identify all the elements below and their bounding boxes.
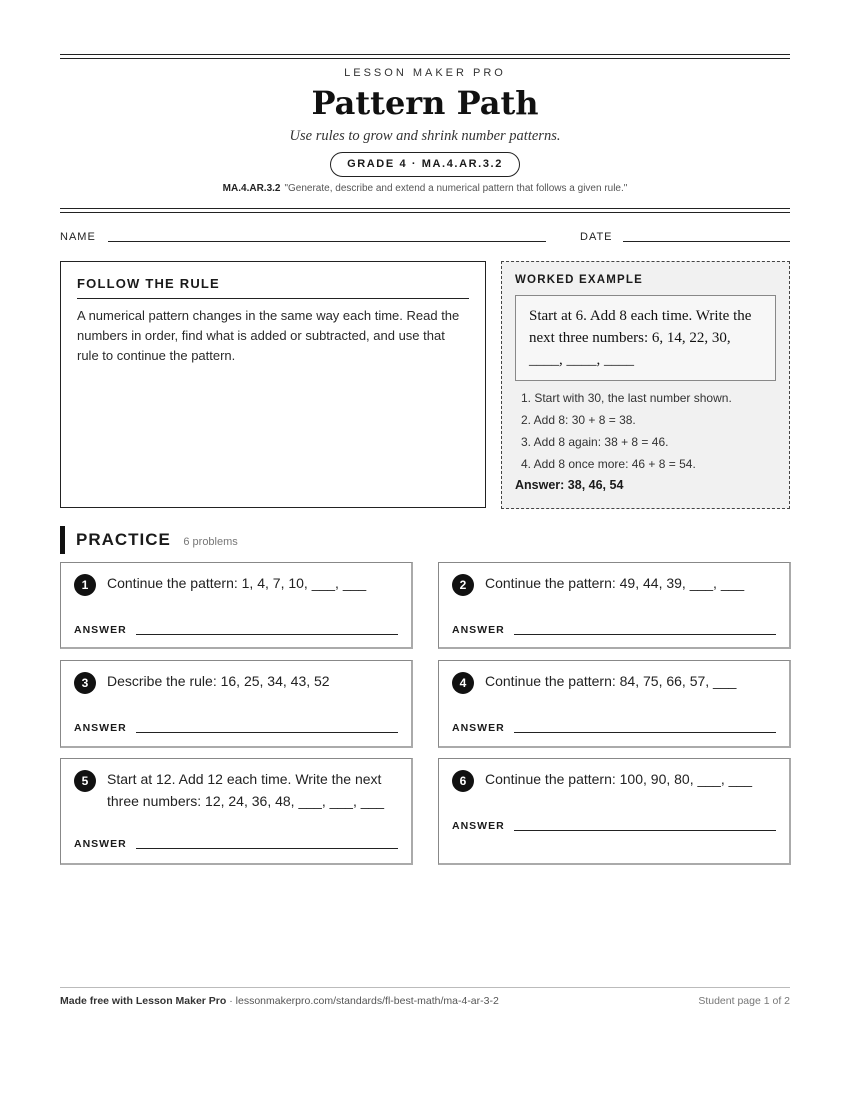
answer-label: ANSWER — [74, 838, 127, 850]
problem-number-badge: 1 — [74, 574, 96, 596]
date-field[interactable] — [623, 241, 790, 242]
standard-text: "Generate, describe and extend a numerical pattern that follows a given rule." — [284, 183, 628, 194]
answer-field-6[interactable] — [514, 830, 776, 831]
standard-code: MA.4.AR.3.2 — [222, 183, 281, 194]
answer-label: ANSWER — [452, 624, 505, 636]
answer-field-2[interactable] — [514, 634, 776, 635]
problem-card-1 — [60, 562, 413, 649]
problem-number-badge: 2 — [452, 574, 474, 596]
standard-description — [60, 183, 790, 194]
answer-label: ANSWER — [452, 820, 505, 832]
rule-box-heading: FOLLOW THE RULE — [77, 276, 469, 299]
answer-label: ANSWER — [74, 722, 127, 734]
answer-field-5[interactable] — [136, 848, 398, 849]
problem-card-2 — [438, 562, 791, 649]
grade-badge: GRADE 4 · MA.4.AR.3.2 — [330, 152, 520, 177]
footer-url[interactable]: · lessonmakerpro.com/standards/fl-best-math/ma-4-ar-3-2 — [226, 995, 499, 1007]
problem-card-6 — [438, 758, 791, 865]
footer-credit — [60, 995, 499, 1007]
worked-example-problem: Start at 6. Add 8 each time. Write the next three numbers: 6, 14, 22, 30, ____, ____, ____ — [515, 295, 776, 381]
worked-example-step: 3. Add 8 again: 38 + 8 = 46. — [521, 435, 669, 449]
answer-label: ANSWER — [74, 624, 127, 636]
worked-example-step: 4. Add 8 once more: 46 + 8 = 54. — [521, 457, 696, 471]
footer-divider — [60, 987, 790, 988]
problem-card-3 — [60, 660, 413, 748]
answer-label: ANSWER — [452, 722, 505, 734]
problem-number-badge: 6 — [452, 770, 474, 792]
name-label: NAME — [60, 231, 96, 243]
worked-example-step: 2. Add 8: 30 + 8 = 38. — [521, 413, 636, 427]
worked-example-step: 1. Start with 30, the last number shown. — [521, 391, 732, 405]
practice-title: PRACTICE — [76, 530, 171, 549]
footer-page-number: Student page 1 of 2 — [698, 995, 790, 1007]
answer-field-3[interactable] — [136, 732, 398, 733]
name-field[interactable] — [108, 241, 546, 242]
worked-example-heading: WORKED EXAMPLE — [515, 274, 643, 286]
problem-prompt: Continue the pattern: 1, 4, 7, 10, ___, ___ — [107, 575, 367, 591]
header-divider — [60, 208, 790, 213]
worked-example-box — [501, 261, 790, 509]
problem-number-badge: 4 — [452, 672, 474, 694]
top-divider — [60, 54, 790, 59]
problem-prompt: Continue the pattern: 100, 90, 80, ___, ___ — [485, 771, 752, 787]
problem-prompt: Start at 12. Add 12 each time. Write the next three numbers: 12, 24, 36, 48, ___, ___, ___ — [107, 771, 385, 809]
footer-made-with: Made free with Lesson Maker Pro — [60, 995, 227, 1007]
date-label: DATE — [580, 231, 613, 243]
problem-prompt: Describe the rule: 16, 25, 34, 43, 52 — [107, 673, 330, 689]
problem-number-badge: 5 — [74, 770, 96, 792]
follow-the-rule-box — [60, 261, 486, 508]
answer-field-1[interactable] — [136, 634, 398, 635]
worked-example-steps — [515, 387, 776, 475]
worksheet-page — [60, 0, 790, 1100]
problem-card-5 — [60, 758, 413, 865]
rule-box-body: A numerical pattern changes in the same way each time. Read the numbers in order, find what is added or subtracted, and use that rule to continue the pattern. — [77, 308, 460, 363]
worksheet-subtitle: Use rules to grow and shrink number patterns. — [289, 128, 561, 144]
problem-card-4 — [438, 660, 791, 748]
worksheet-title: Pattern Path — [311, 84, 539, 122]
problem-number-badge: 3 — [74, 672, 96, 694]
worked-example-answer: Answer: 38, 46, 54 — [515, 478, 624, 492]
brand-label: LESSON MAKER PRO — [344, 67, 506, 79]
problem-prompt: Continue the pattern: 84, 75, 66, 57, ___ — [485, 673, 737, 689]
practice-count: 6 problems — [183, 536, 238, 548]
practice-heading — [60, 526, 238, 554]
answer-field-4[interactable] — [514, 732, 776, 733]
problem-prompt: Continue the pattern: 49, 44, 39, ___, ___ — [485, 575, 745, 591]
